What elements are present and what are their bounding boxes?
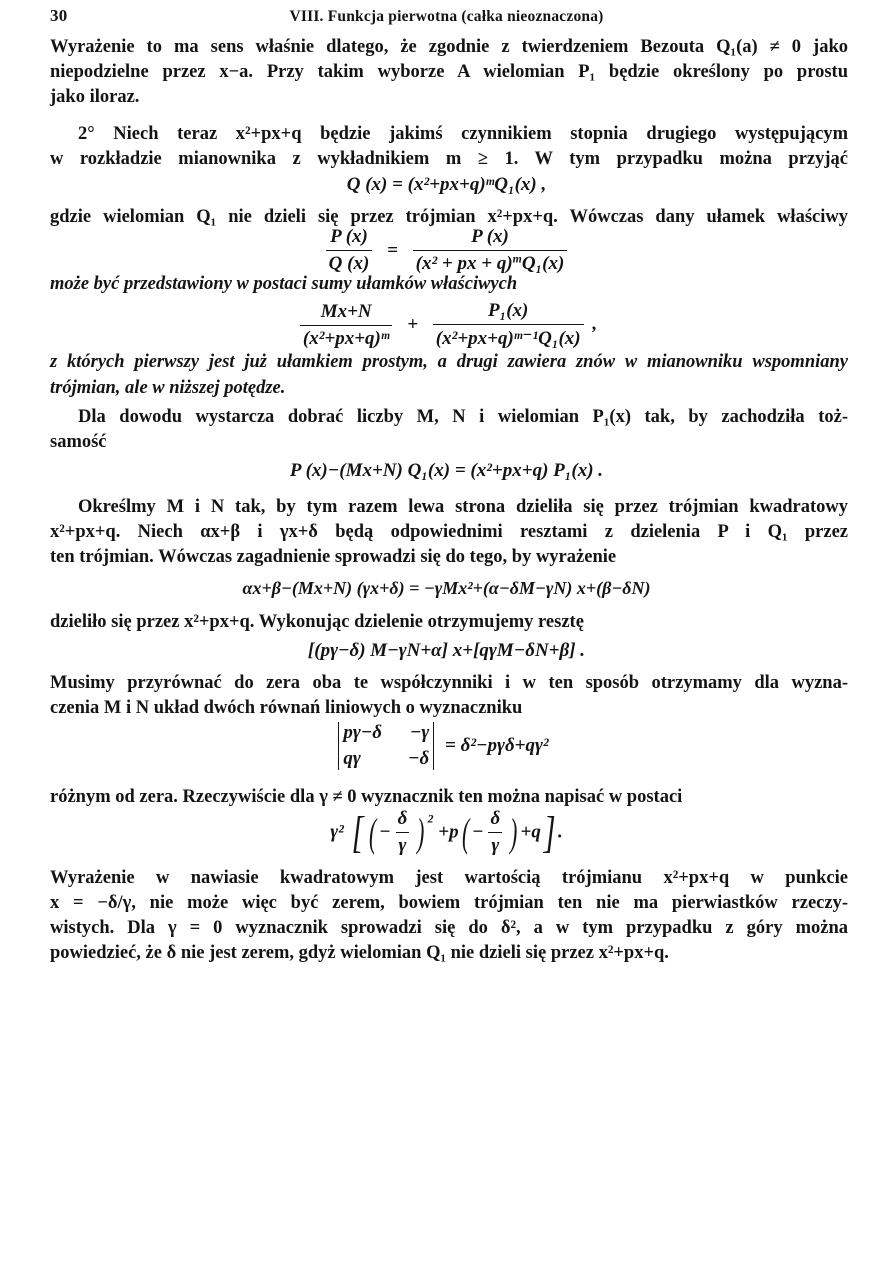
- right-paren: ): [417, 809, 425, 855]
- delta-over-gamma: [487, 808, 503, 857]
- numerator: P (x): [471, 226, 509, 247]
- text-line: x = −δ/γ, nie może więc być zerem, bowiem trójmian ten nie ma pierwiastków rzeczy-: [50, 893, 848, 913]
- numerator: Mx+N: [320, 300, 372, 322]
- plus-sign: +: [407, 314, 419, 335]
- den-part: Q₁(x): [521, 253, 565, 274]
- fraction-lhs: [326, 226, 373, 275]
- right-paren: ): [510, 809, 518, 855]
- text-line: różnym od zera. Rzeczywiście dla γ ≠ 0 wyznacznik ten można napisać w postaci: [50, 787, 683, 807]
- text-line: czenia M i N układ dwóch równań liniowych o wyznaczniku: [50, 698, 523, 718]
- denominator: Q (x): [326, 250, 373, 275]
- formula-expression: αx+β−(Mx+N) (γx+δ) = −γMx²+(α−δM−γN) x+(β−δN): [242, 578, 651, 598]
- formula-q-of-x: Q (x) = (x²+px+q)ᵐQ₁(x) ,: [346, 174, 547, 195]
- text-line: w rozkładzie mianownika z wykładnikiem m ≥ 1. W tym przypadku można przyjąć: [50, 149, 848, 169]
- text-line: Dla dowodu wystarcza dobrać liczby M, N i wielomian P₁(x) tak, by zachodziła toż-: [78, 407, 848, 427]
- comma: ,: [592, 313, 598, 335]
- text-line: niepodzielne przez x−a. Przy takim wyborze A wielomian P₁ będzie określony po prostu: [50, 62, 848, 82]
- period: .: [557, 821, 563, 843]
- determinant-value: = δ²−pγδ+qγ²: [445, 735, 549, 756]
- text-line: Wyrażenie to ma sens właśnie dlatego, że zgodnie z twierdzeniem Bezouta Q₁(a) ≠ 0 jako: [50, 37, 848, 57]
- numerator: δ: [490, 808, 501, 829]
- formula-sum: [0, 300, 893, 350]
- formula-fraction: [0, 226, 893, 275]
- minus-sign: −: [471, 821, 484, 843]
- text-line: Musimy przyrównać do zera oba te współczynniki i w ten sposób otrzymamy dla wyzna-: [50, 673, 848, 693]
- denominator: (x²+px+q)ᵐ: [300, 325, 393, 350]
- denominator: γ: [488, 832, 502, 857]
- equals-sign: =: [387, 239, 398, 261]
- fraction-second: [433, 300, 584, 350]
- formula-remainder: [(pγ−δ) M−γN+α] x+[qγM−δN+β] .: [307, 640, 586, 661]
- denominator: γ: [396, 832, 410, 857]
- det-entry: −δ: [408, 748, 430, 769]
- running-title: VIII. Funkcja pierwotna (całka nieoznaczona): [289, 8, 604, 25]
- text-line: 2° Niech teraz x²+px+q będzie jakimś czynnikiem stopnia drugiego występującym: [78, 124, 848, 144]
- formula-determinant: [0, 722, 893, 770]
- det-entry: qγ: [343, 748, 361, 769]
- fraction-rhs: [413, 226, 568, 275]
- text-line: ten trójmian. Wówczas zagadnienie sprowadzi się do tego, by wyrażenie: [50, 547, 617, 567]
- numerator: P₁(x): [488, 300, 529, 321]
- det-entry: pγ−δ: [343, 722, 383, 743]
- text-line: może być przedstawiony w postaci sumy ułamków właściwych: [50, 274, 518, 294]
- left-paren: (: [461, 809, 469, 855]
- left-bracket: [: [351, 807, 364, 857]
- formula-gamma-bracket: [0, 808, 893, 857]
- left-paren: (: [368, 809, 377, 855]
- formula-identity: P (x)−(Mx+N) Q₁(x) = (x²+px+q) P₁(x) .: [289, 460, 604, 481]
- text-line: x²+px+q. Niech αx+β i γx+δ będą odpowiednimi resztami z dzielenia P i Q₁ przez: [50, 522, 848, 542]
- plus-q: +q: [520, 821, 541, 843]
- right-bracket: ]: [543, 807, 556, 857]
- text-line: jako iloraz.: [50, 87, 140, 107]
- page-number: 30: [50, 6, 68, 25]
- minus-sign: −: [379, 821, 391, 843]
- text-line: trójmian, ale w niższej potędze.: [50, 378, 286, 398]
- text-line: samość: [50, 432, 107, 452]
- numerator: δ: [397, 808, 408, 829]
- text-line: wistych. Dla γ = 0 wyznacznik sprowadzi się do δ², a w tym przypadku z góry można: [50, 918, 848, 938]
- det-entry: −γ: [409, 722, 430, 743]
- text-line: gdzie wielomian Q₁ nie dzieli się przez trójmian x²+px+q. Wówczas dany ułamek właściwy: [50, 207, 848, 227]
- numerator: P (x): [330, 226, 368, 247]
- determinant-matrix: [338, 722, 434, 770]
- denominator: (x²+px+q)ᵐ⁻¹Q₁(x): [433, 324, 584, 350]
- text-line: Wyrażenie w nawiasie kwadratowym jest wartością trójmianu x²+px+q w punkcie: [50, 868, 848, 888]
- plus-p: +p: [438, 821, 459, 843]
- text-line: dzieliło się przez x²+px+q. Wykonując dzielenie otrzymujemy resztę: [50, 612, 584, 632]
- text-line: powiedzieć, że δ nie jest zerem, gdyż wielomian Q₁ nie dzieli się przez x²+px+q.: [50, 943, 669, 963]
- exponent: 2: [427, 812, 434, 826]
- text-line: Określmy M i N tak, by tym razem lewa strona dzieliła się przez trójmian kwadratowy: [78, 497, 848, 517]
- gamma-squared: γ²: [330, 821, 344, 843]
- fraction-first: [300, 301, 393, 350]
- den-part: (x² + px + q): [415, 253, 513, 274]
- delta-over-gamma: [395, 808, 411, 857]
- text-line: z których pierwszy jest już ułamkiem prostym, a drugi zawiera znów w mianowniku wspomniany: [50, 352, 848, 372]
- exponent: m: [512, 252, 522, 266]
